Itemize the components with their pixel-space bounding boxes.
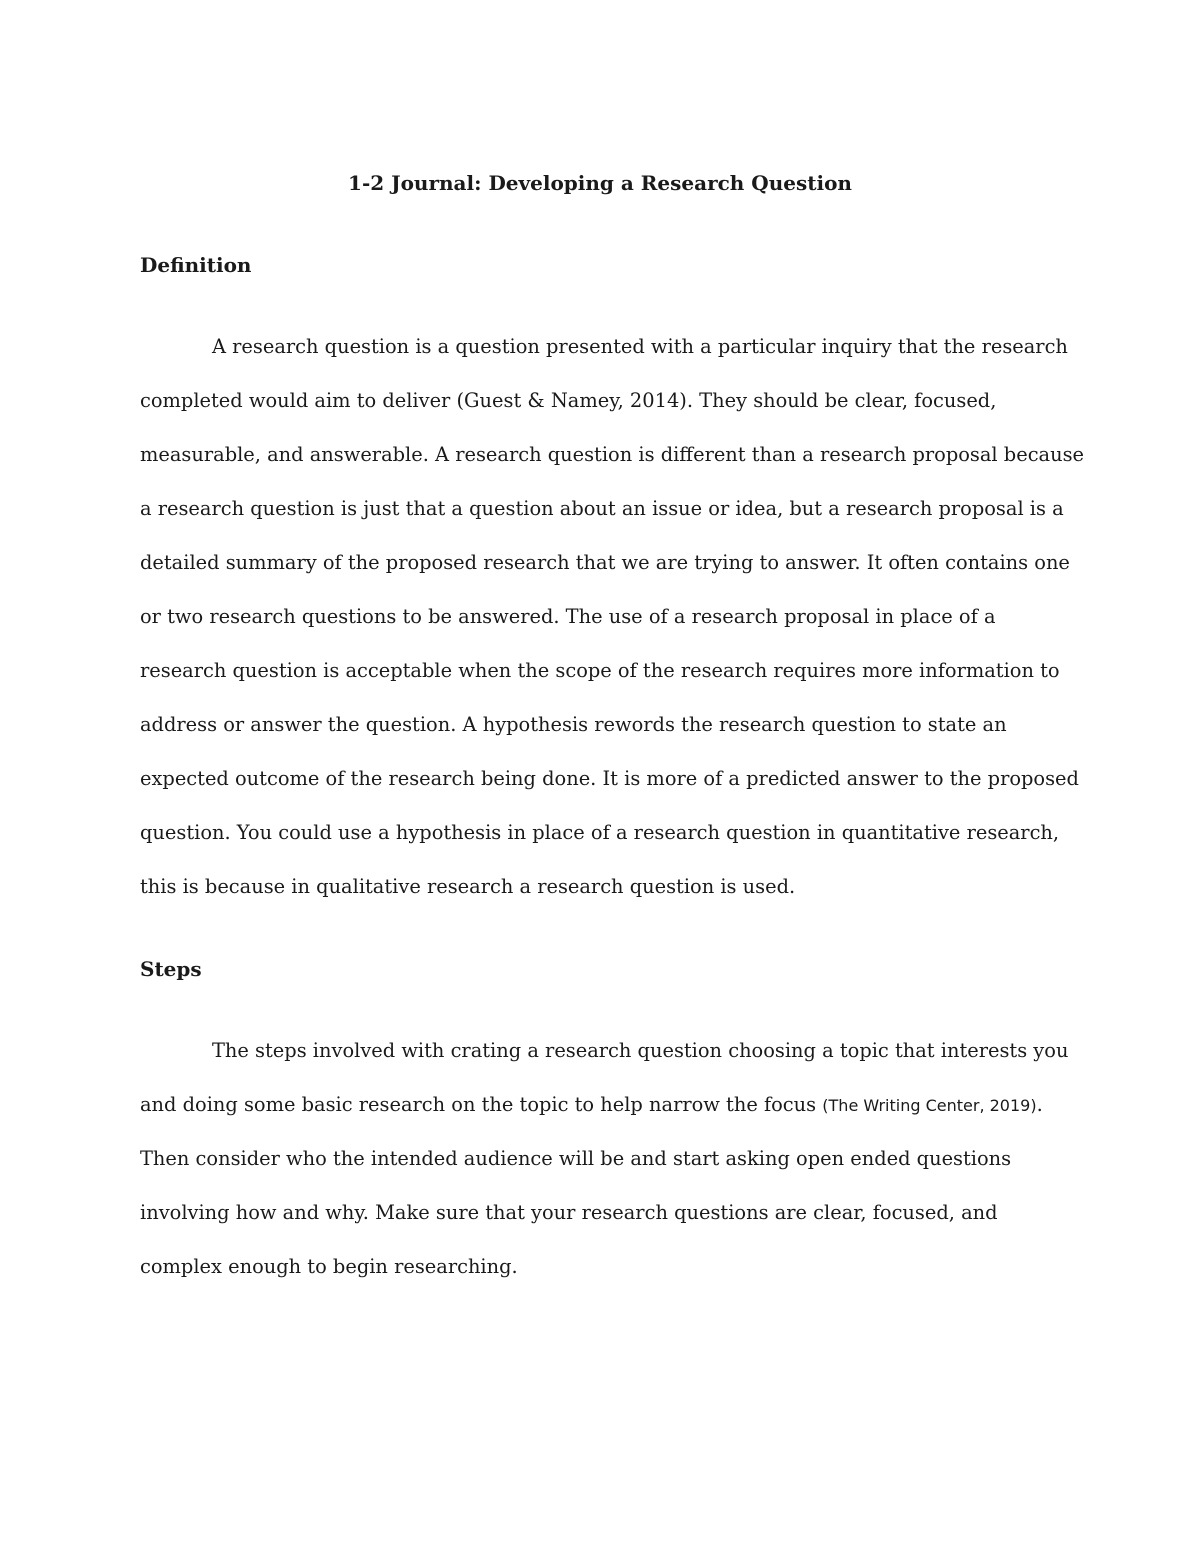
paragraph-line: research question is acceptable when the scope of the research requires more information to (140, 659, 1060, 682)
paragraph-line: this is because in qualitative research a research question is used. (140, 875, 796, 898)
paragraph-line: or two research questions to be answered. The use of a research proposal in place of a (140, 605, 996, 628)
paragraph-line: address or answer the question. A hypothesis rewords the research question to state an (140, 713, 1007, 736)
paragraph-line: complex enough to begin researching. (140, 1255, 518, 1278)
section-heading-steps: Steps (140, 957, 202, 981)
paragraph-line: expected outcome of the research being done. It is more of a predicted answer to the proposed (140, 767, 1079, 790)
citation: (The Writing Center, 2019) (822, 1096, 1037, 1115)
paragraph-line-with-citation (140, 1090, 1043, 1121)
paragraph-line: completed would aim to deliver (Guest & Namey, 2014). They should be clear, focused, (140, 389, 997, 412)
paragraph-line: involving how and why. Make sure that your research questions are clear, focused, and (140, 1201, 998, 1224)
paragraph-line: a research question is just that a question about an issue or idea, but a research proposal is a (140, 497, 1064, 520)
paragraph-line: measurable, and answerable. A research question is different than a research proposal because (140, 443, 1085, 466)
document-title: 1-2 Journal: Developing a Research Question (348, 171, 852, 195)
paragraph-line: Then consider who the intended audience will be and start asking open ended questions (140, 1147, 1012, 1170)
paragraph-line: A research question is a question presented with a particular inquiry that the research (212, 335, 1068, 358)
section-heading-definition: Definition (140, 253, 252, 277)
paragraph-line: detailed summary of the proposed research that we are trying to answer. It often contains one (140, 551, 1070, 574)
citation-period: . (1036, 1093, 1043, 1116)
paragraph-line: The steps involved with crating a research question choosing a topic that interests you (212, 1039, 1069, 1062)
paragraph-text: and doing some basic research on the topic to help narrow the focus (140, 1093, 817, 1116)
paragraph-line: question. You could use a hypothesis in place of a research question in quantitative research, (140, 821, 1060, 844)
